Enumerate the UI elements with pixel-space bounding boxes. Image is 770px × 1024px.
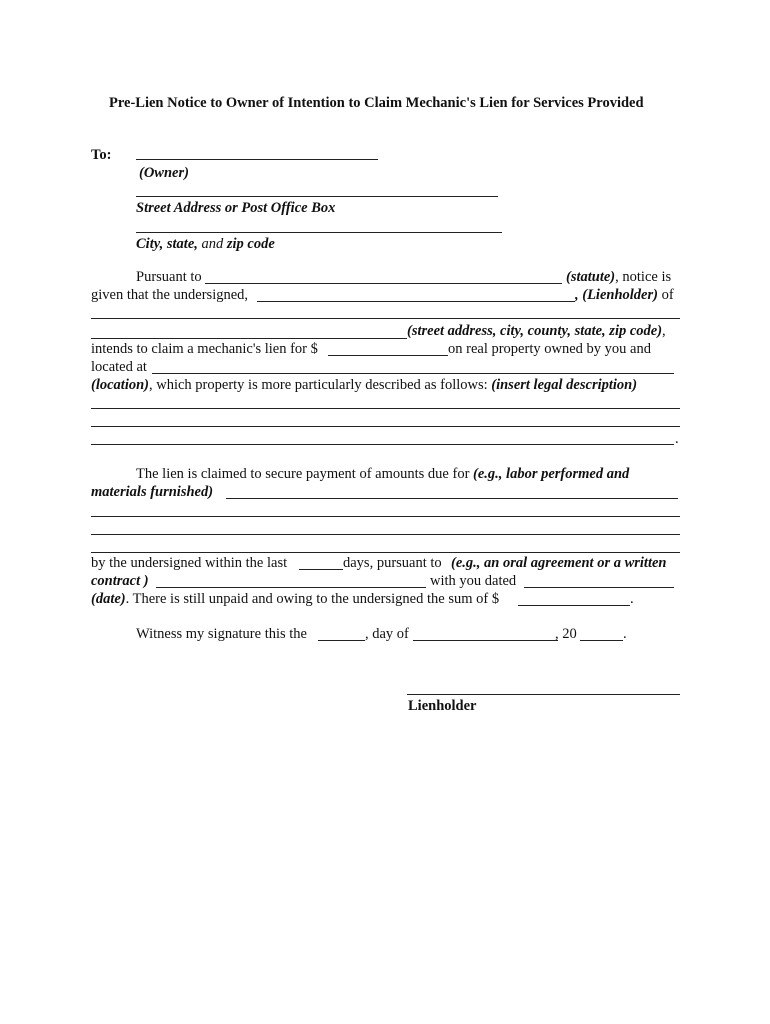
document-title: Pre-Lien Notice to Owner of Intention to Claim Mechanic's Lien for Services Provided xyxy=(109,95,644,111)
located-at-text: located at xyxy=(91,359,147,375)
lien-claimed-sentence xyxy=(136,465,629,483)
contract-label: contract ) xyxy=(91,573,149,589)
materials-line-4[interactable] xyxy=(91,552,680,553)
given-that-text: given that the undersigned, xyxy=(91,287,249,303)
witness-text-d: . xyxy=(623,626,627,642)
address-line-2[interactable] xyxy=(91,338,407,339)
signature-line[interactable] xyxy=(407,694,680,695)
contract-line[interactable] xyxy=(156,587,426,588)
address-line-1[interactable] xyxy=(91,318,680,319)
location-line[interactable] xyxy=(152,373,674,374)
still-unpaid-text: . There is still unpaid and owing to the undersigned the sum of $ xyxy=(125,591,500,607)
materials-label: materials furnished) xyxy=(91,484,214,500)
witness-month-line[interactable] xyxy=(413,640,558,641)
amount-line[interactable] xyxy=(328,355,448,356)
materials-line-3[interactable] xyxy=(91,534,680,535)
with-you-dated-text: with you dated xyxy=(430,573,517,589)
notice-is-text: , notice is xyxy=(615,269,672,285)
unpaid-period: . xyxy=(630,591,634,607)
of-text: of xyxy=(657,287,674,303)
street-caption: Street Address or Post Office Box xyxy=(136,200,336,216)
city-caption-b: and xyxy=(201,236,224,252)
by-undersigned-text-a: by the undersigned within the last xyxy=(91,555,288,571)
date-label: (date) xyxy=(91,591,126,607)
pursuant-to-text: Pursuant to xyxy=(136,269,202,285)
intends-text-a: intends to claim a mechanic's lien for $ xyxy=(91,341,318,357)
which-property-text: , which property is more particularly described as follows: xyxy=(149,377,488,393)
city-caption xyxy=(136,235,275,253)
witness-day-line[interactable] xyxy=(318,640,365,641)
lienholder-of-text xyxy=(575,286,674,304)
address-caption xyxy=(407,322,666,340)
lienholder-of-label: , (Lienholder) xyxy=(575,287,658,303)
owner-line[interactable] xyxy=(136,159,378,160)
legal-desc-line-1[interactable] xyxy=(91,408,680,409)
location-label: (location) xyxy=(91,377,149,393)
legal-desc-period: . xyxy=(675,431,679,447)
witness-text-b: , day of xyxy=(365,626,409,642)
location-sentence xyxy=(91,376,637,394)
legal-desc-line-2[interactable] xyxy=(91,426,680,427)
eg-oral-label: (e.g., an oral agreement or a written xyxy=(451,555,667,571)
still-unpaid-sentence xyxy=(91,590,499,608)
eg-labor-label: (e.g., labor performed and xyxy=(473,466,630,482)
lien-claimed-text: The lien is claimed to secure payment of amounts due for xyxy=(136,466,470,482)
witness-year-line[interactable] xyxy=(580,640,623,641)
legal-desc-line-3[interactable] xyxy=(91,444,674,445)
address-comma: , xyxy=(662,323,666,339)
city-caption-a: City, state, xyxy=(136,236,198,252)
owner-caption: (Owner) xyxy=(139,165,189,181)
insert-legal-label: (insert legal description) xyxy=(491,377,638,393)
lienholder-signature-label: Lienholder xyxy=(408,698,477,714)
materials-line-1[interactable] xyxy=(226,498,678,499)
intends-text-b: on real property owned by you and xyxy=(448,341,651,357)
statute-label: (statute) xyxy=(566,269,616,285)
unpaid-sum-line[interactable] xyxy=(518,605,630,606)
witness-text-c: , 20 xyxy=(555,626,577,642)
city-caption-c: zip code xyxy=(226,236,275,252)
to-label: To: xyxy=(91,147,112,163)
undersigned-name-line[interactable] xyxy=(257,301,575,302)
statute-line[interactable] xyxy=(205,283,562,284)
materials-line-2[interactable] xyxy=(91,516,680,517)
days-line[interactable] xyxy=(299,569,343,570)
statute-text xyxy=(566,268,671,286)
street-line[interactable] xyxy=(136,196,498,197)
witness-text-a: Witness my signature this the xyxy=(136,626,307,642)
address-caption-label: (street address, city, county, state, zip code) xyxy=(407,323,663,339)
city-line[interactable] xyxy=(136,232,502,233)
by-undersigned-text-b: days, pursuant to xyxy=(343,555,442,571)
dated-line[interactable] xyxy=(524,587,674,588)
